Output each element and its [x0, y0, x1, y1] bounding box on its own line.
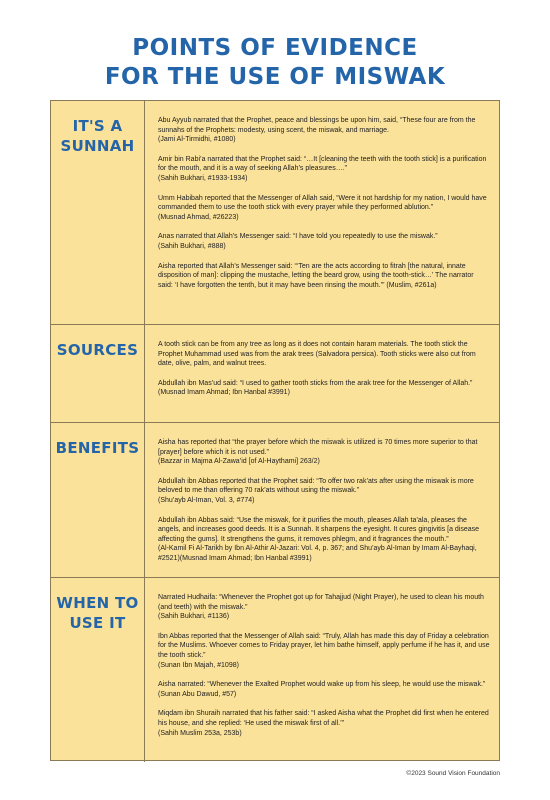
entry-text: Abdullah ibn Mas’ud said: “I used to gather tooth sticks from the arak tree for the Messenger of Allah.” [158, 379, 473, 387]
entry-text: A tooth stick can be from any tree as long as it does not contain haram materials. The tooth stick the Prophet Muhammad used was from the arak trees (Salvadora persica). Tooth sticks were also cut from date, olive, palm, and walnut trees. [158, 341, 476, 368]
section-label [51, 423, 145, 577]
section-label [51, 578, 145, 762]
hadith-entry [158, 155, 490, 184]
entry-text: Abu Ayyub narrated that the Prophet, peace and blessings be upon him, said, “These four are from the sunnahs of the Prophets: modesty, using scent, the miswak, and marriage. [158, 117, 476, 134]
entry-source: (Sunan Ibn Majah, #1098) [158, 661, 239, 669]
page-title-line-2: FOR THE USE OF MISWAK [104, 64, 446, 90]
section-label-line: IT'S A [72, 117, 123, 135]
entry-source: (Bazzar in Majma Al-Zawa’id [of Al-Haythami] 263/2) [158, 458, 320, 466]
entry-text: Aisha reported that Allah’s Messenger said: “‘Ten are the acts according to fitrah [the natural, innate disposition of man]: clipping the mustache, letting the beard grow, using the tooth-stick…’ The narrator said: ‘I have forgotten the tenth, but it may have been rinsing the mouth.’” (Muslim, #261a) [158, 262, 474, 289]
entry-text: Aisha has reported that “the prayer before which the miswak is utilized is 70 times more superior to that [prayer] before which it is not used.” [158, 439, 478, 456]
hadith-entry [158, 438, 490, 467]
entry-text: Aisha narrated: “Whenever the Exalted Prophet would wake up from his sleep, he would use the miswak.” [158, 681, 486, 689]
hadith-entry [158, 262, 490, 291]
entry-source: (Sahih Bukhari, #888) [158, 242, 226, 250]
entry-text: Amir bin Rabi’a narrated that the Prophet said: “…It [cleaning the teeth with the tooth stick] is a purification for the mouth, and it is a way of seeking Allah’s pleasures….” [158, 155, 487, 173]
entry-source: (Sunan Abu Dawud, #57) [158, 690, 237, 698]
entry-source: (Shu’ayb Al-Iman, Vol. 3, #774) [158, 496, 255, 504]
entry-text: Umm Habibah reported that the Messenger of Allah said, “Were it not hardship for my nation, I would have commanded them to use the tooth stick with every prayer while they performed ablution.” [158, 194, 487, 212]
entry-source: (Musnad Imam Ahmad; Ibn Hanbal #3991) [158, 389, 290, 397]
hadith-entry [158, 632, 490, 670]
entry-text: Miqdam ibn Shuraih narrated that his father said: “I asked Aisha what the Prophet did first when he entered his house, and she replied: ‘He used the miswak first of all.’” [158, 710, 489, 727]
section-content [158, 438, 490, 574]
entry-text: Anas narrated that Allah’s Messenger said: “I have told you repeatedly to use the miswak.” [158, 233, 438, 241]
section-row-sunnah [51, 101, 499, 325]
hadith-entry [158, 232, 490, 251]
hadith-entry [158, 340, 490, 369]
section-label-line: WHEN TO [56, 594, 139, 612]
hadith-entry [158, 477, 490, 506]
section-label-line: SUNNAH [60, 137, 135, 155]
section-row-benefits [51, 423, 499, 578]
hadith-entry [158, 680, 490, 699]
entry-source: (Sahih Bukhari, #1136) [158, 613, 230, 621]
hadith-entry [158, 516, 490, 564]
section-row-sources [51, 325, 499, 423]
hadith-entry [158, 709, 490, 738]
entry-source: (Jami Al-Tirmidhi, #1080) [158, 136, 236, 144]
entry-text: Narrated Hudhaifa: “Whenever the Prophet got up for Tahajjud (Night Prayer), he used to clean his mouth (and teeth) with the miswak.” [158, 594, 484, 611]
entry-source: (Al-Kamil Fi Al-Tarikh by Ibn Al-Athir Al-Jazari: Vol. 4, p. 367; and Shu’ayb Al-Iman by Imam Al-Bayhaqi, #2521)(Musnad Imam Ahmad; Ibn Hanbal #3991) [158, 545, 477, 562]
hadith-entry [158, 379, 490, 398]
section-content [158, 593, 490, 748]
section-row-when-to-use [51, 578, 499, 762]
section-label-line: SOURCES [56, 341, 139, 359]
section-content [158, 116, 490, 300]
page-title-line-1: POINTS OF EVIDENCE [132, 35, 418, 61]
section-label-line: USE IT [69, 614, 126, 632]
entry-source: (Sahih Bukhari, #1933-1934) [158, 174, 248, 182]
entry-text: Ibn Abbas reported that the Messenger of Allah said: “Truly, Allah has made this day of Friday a celebration for the Muslims. Whoever comes to Friday prayer, let him bathe himself, apply perfume if he has it, and use the tooth stick.” [158, 632, 490, 659]
section-label [51, 101, 145, 324]
copyright-footer: ©2023 Sound Vision Foundation [406, 770, 500, 777]
section-label [51, 325, 145, 422]
evidence-table [50, 100, 500, 761]
section-content [158, 340, 490, 408]
entry-text: Abdullah ibn Abbas reported that the Prophet said: “To offer two rak’ats after using the miswak is more beloved to me than offering 70 rak’ats without using the miswak.” [158, 477, 474, 495]
hadith-entry [158, 194, 490, 223]
section-label-line: BENEFITS [55, 439, 140, 457]
entry-source: (Sahih Muslim 253a, 253b) [158, 729, 242, 737]
entry-text: Abdullah ibn Abbas said: “Use the miswak, for it purifies the mouth, pleases Allah ta’ala, pleases the angels, and increases good deeds. It is a Sunnah. It sharpens the eyesight. It cures gingivitis [a disease affecting the gums]. It strengthens the gums, it removes phlegm, and it fragrances the mouth.” [158, 516, 480, 543]
entry-source: (Musnad Ahmad, #26223) [158, 213, 239, 221]
hadith-entry [158, 593, 490, 622]
hadith-entry [158, 116, 490, 145]
